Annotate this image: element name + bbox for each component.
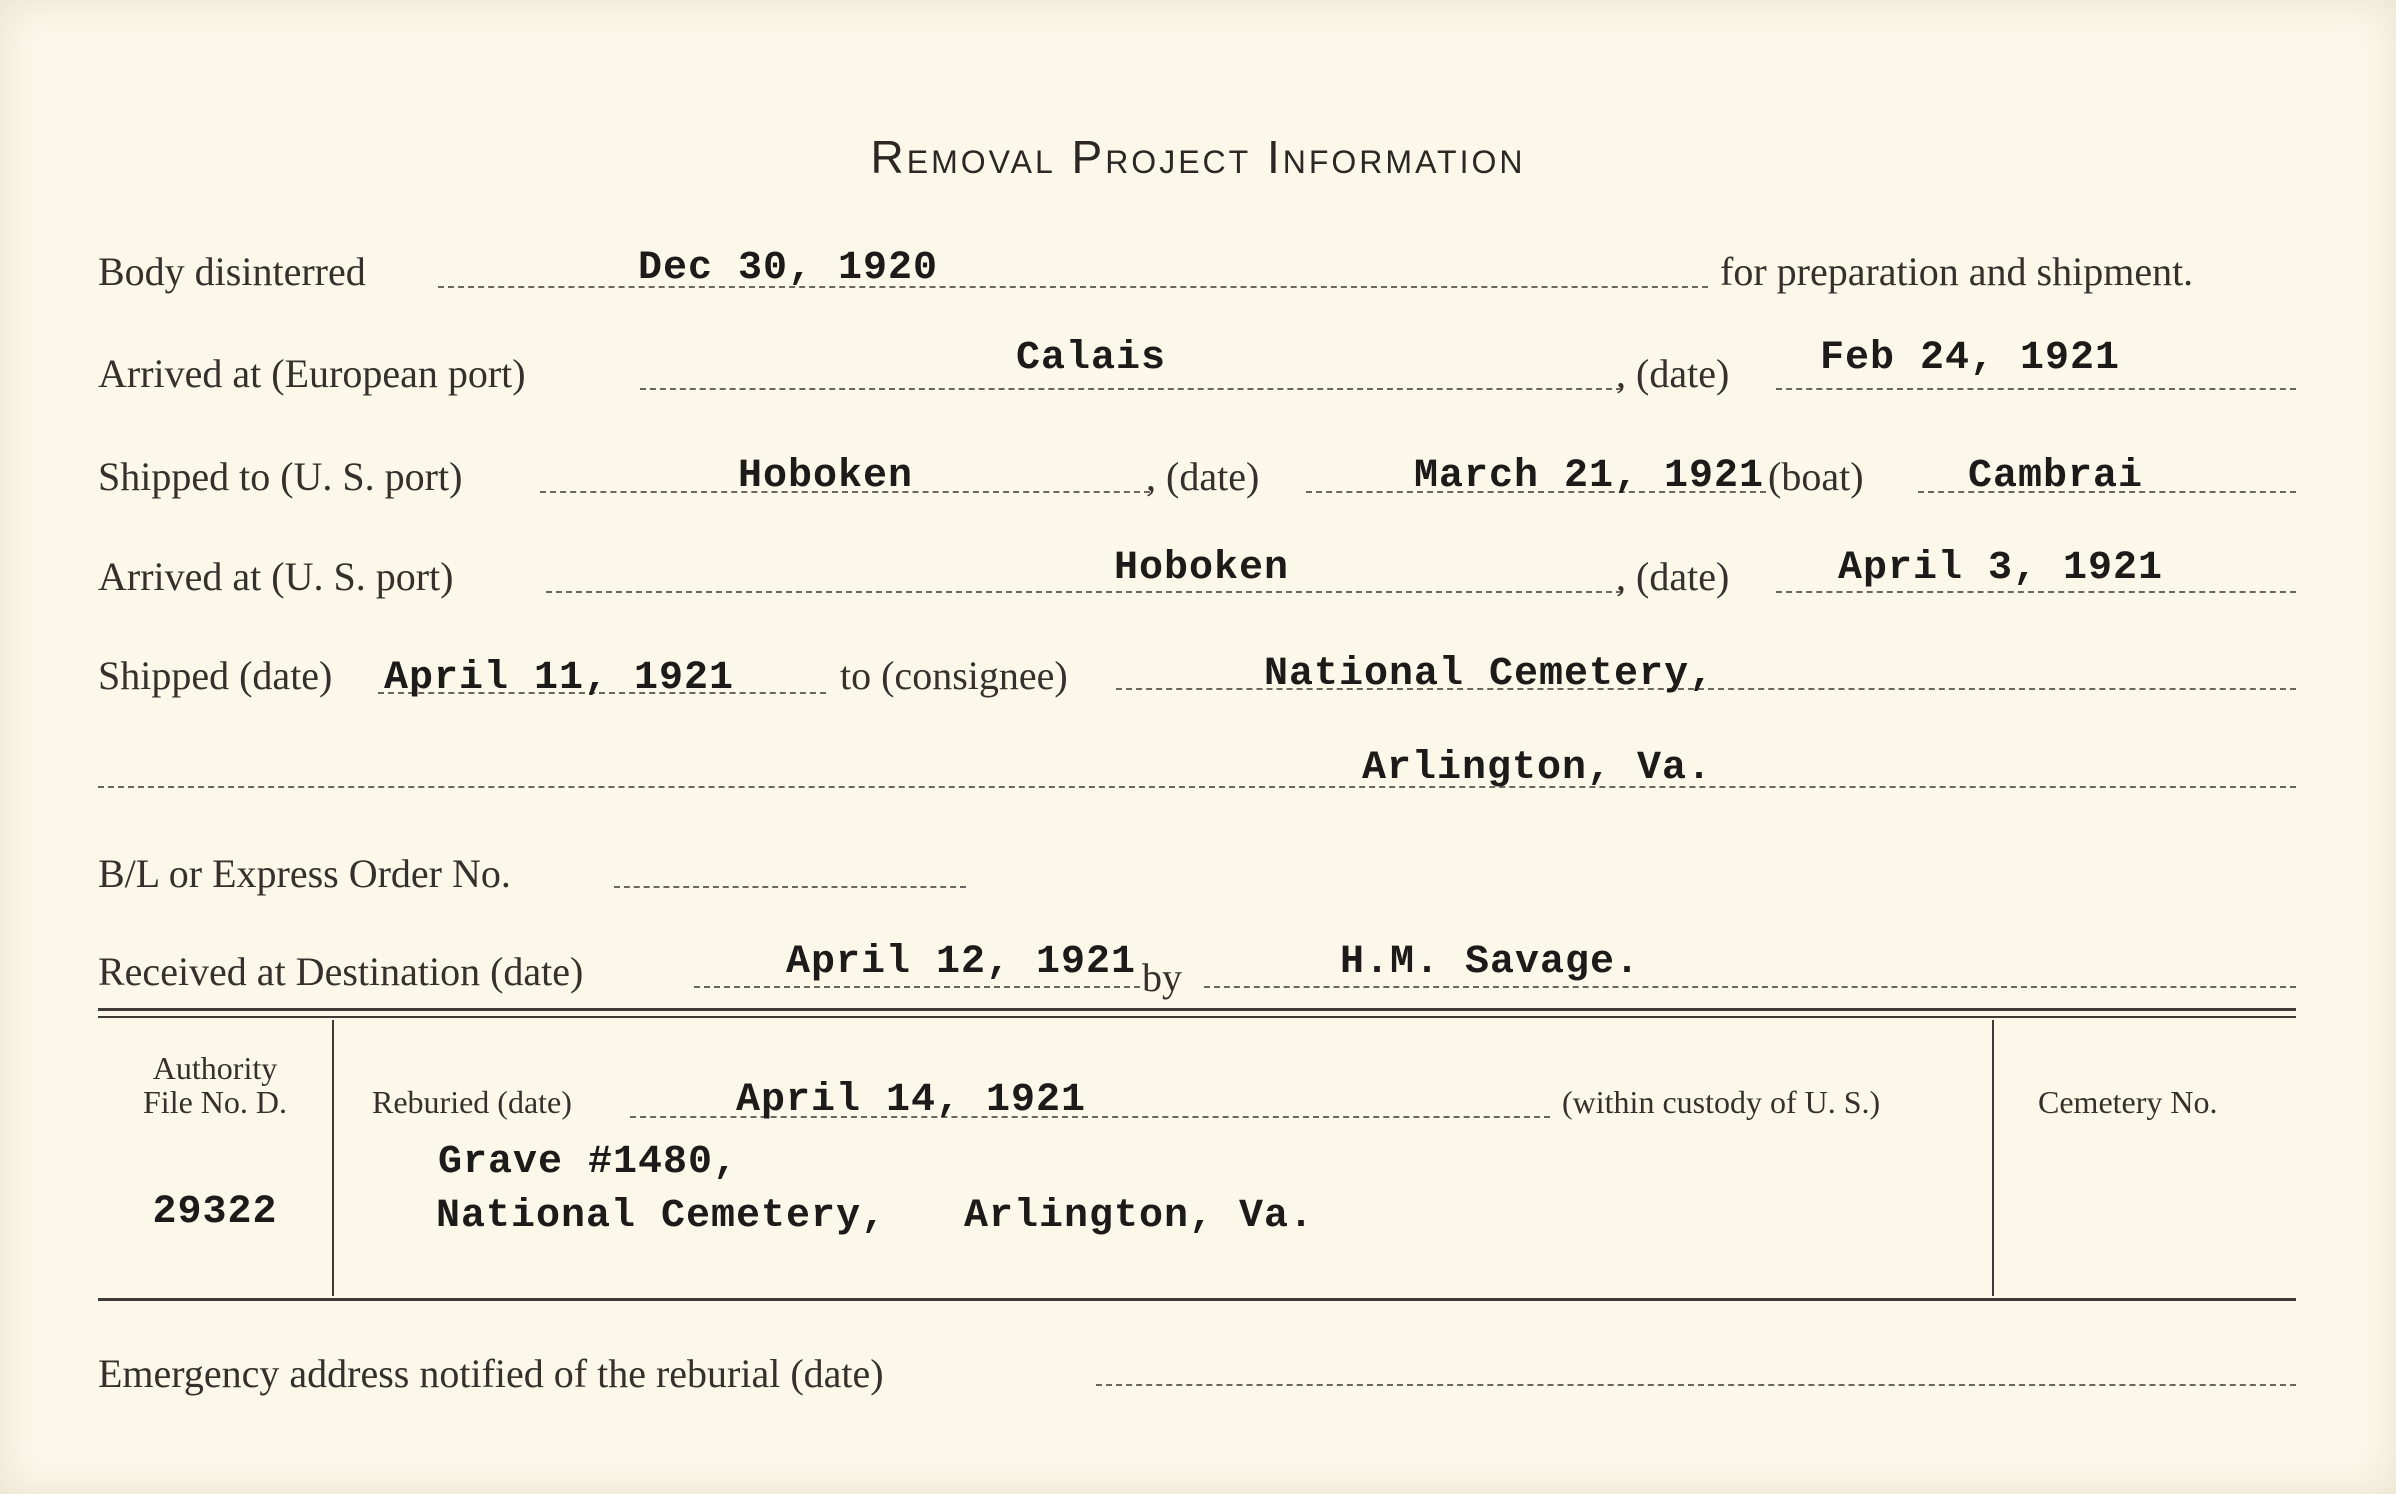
us-port-arrived-line <box>546 591 1622 593</box>
file-no-label: File No. D. <box>143 1084 287 1120</box>
reburial-location-a[interactable]: National Cemetery, <box>436 1194 887 1239</box>
reburial-location-b[interactable]: Arlington, Va. <box>964 1194 1315 1239</box>
custody-note: (within custody of U. S.) <box>1562 1084 1881 1120</box>
boat-value[interactable]: Cambrai <box>1968 454 2144 499</box>
authority-label: Authority <box>152 1050 278 1086</box>
consignee-value-line2[interactable]: Arlington, Va. <box>1362 746 1713 791</box>
received-date[interactable]: April 12, 1921 <box>786 940 1137 985</box>
european-port-date-line <box>1776 388 2296 390</box>
grave-number[interactable]: Grave #1480, <box>438 1140 739 1185</box>
us-port-shipped-date[interactable]: March 21, 1921 <box>1414 454 1765 499</box>
reburied-label: Reburied (date) <box>372 1084 572 1120</box>
us-port-shipped-date-label: , (date) <box>1146 454 1260 499</box>
body-disinterred-value[interactable]: Dec 30, 1920 <box>638 246 939 291</box>
shipped-date-value[interactable]: April 11, 1921 <box>384 656 735 701</box>
body-disinterred-label: Body disinterred <box>98 249 366 294</box>
body-disinterred-suffix: for preparation and shipment. <box>1720 249 2194 294</box>
us-port-shipped-label: Shipped to (U. S. port) <box>98 454 463 499</box>
received-date-line <box>694 986 1140 988</box>
lower-divider-left <box>332 1020 334 1296</box>
emergency-address-label: Emergency address notified of the reburial (date) <box>98 1351 884 1396</box>
us-port-arrived-date-line <box>1776 591 2296 593</box>
received-by-label: by <box>1142 955 1182 1000</box>
us-port-arrived-date-label: , (date) <box>1616 554 1730 599</box>
us-port-shipped-value[interactable]: Hoboken <box>738 454 914 499</box>
emergency-address-line <box>1096 1384 2296 1386</box>
bl-order-label: B/L or Express Order No. <box>98 851 511 896</box>
european-port-value[interactable]: Calais <box>1016 336 1167 381</box>
bl-order-line <box>614 886 966 888</box>
card-title: Removal Project Information <box>870 131 1526 183</box>
reburied-date[interactable]: April 14, 1921 <box>736 1078 1087 1123</box>
us-port-arrived-label: Arrived at (U. S. port) <box>98 554 454 599</box>
consignee-label: to (consignee) <box>840 653 1068 698</box>
double-rule-top <box>98 1008 2296 1011</box>
european-port-date-label: , (date) <box>1616 351 1730 396</box>
us-port-arrived-date[interactable]: April 3, 1921 <box>1838 546 2164 591</box>
consignee-value-line1[interactable]: National Cemetery, <box>1264 652 1715 697</box>
received-by-line <box>1204 986 2296 988</box>
lower-rule <box>98 1298 2296 1301</box>
file-no-value[interactable]: 29322 <box>152 1190 278 1235</box>
european-port-date[interactable]: Feb 24, 1921 <box>1820 336 2121 381</box>
body-disinterred-line <box>438 286 1708 288</box>
double-rule-bottom <box>98 1016 2296 1018</box>
us-port-arrived-value[interactable]: Hoboken <box>1114 546 1290 591</box>
boat-label: (boat) <box>1768 454 1864 499</box>
european-port-label: Arrived at (European port) <box>98 351 526 396</box>
received-label: Received at Destination (date) <box>98 949 584 994</box>
european-port-line <box>640 388 1622 390</box>
received-by-value[interactable]: H.M. Savage. <box>1340 940 1641 985</box>
shipped-date-label: Shipped (date) <box>98 653 333 698</box>
cemetery-no-label: Cemetery No. <box>2038 1084 2218 1120</box>
lower-divider-right <box>1992 1020 1994 1296</box>
consignee-continuation-line <box>98 786 2296 788</box>
